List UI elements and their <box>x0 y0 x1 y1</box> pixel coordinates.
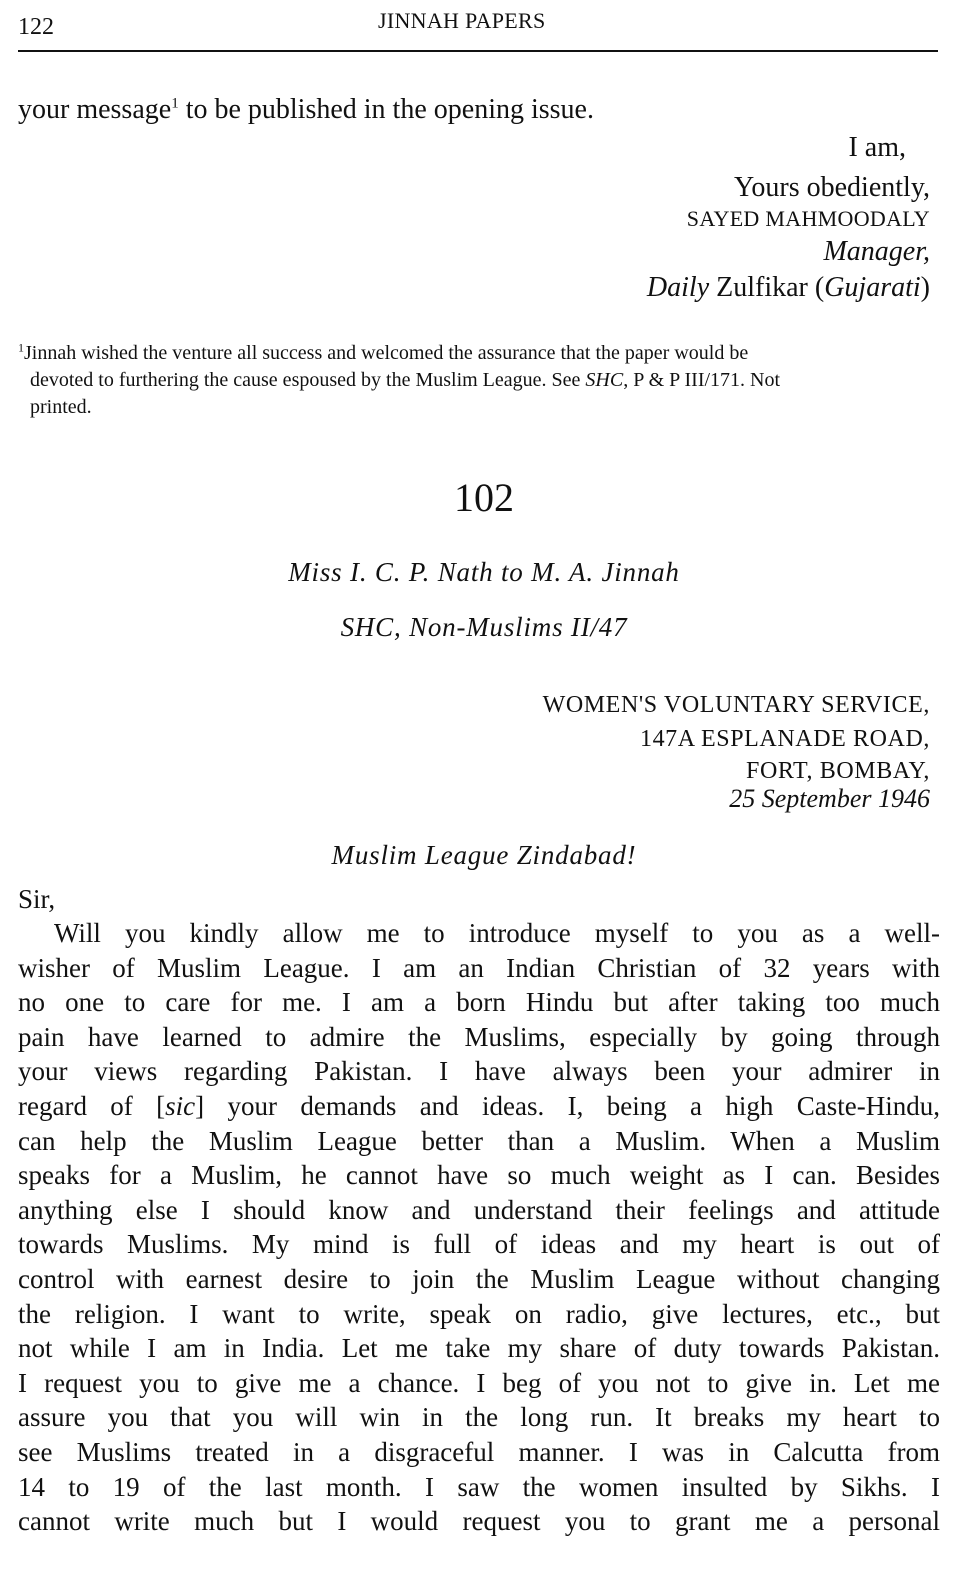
address-line-2: 147A ESPLANADE ROAD, <box>639 726 930 752</box>
body-line: see Muslims treated in a disgraceful manner. I was in Calcutta from <box>18 1436 940 1467</box>
body-line: not while I am in India. Let me take my share of duty towards Pakistan. <box>18 1333 940 1364</box>
footnote-text-1: Jinnah wished the venture all success and welcomed the assurance that the paper would be <box>24 341 749 364</box>
org-language: Gujarati <box>824 272 921 303</box>
opening-text: your message <box>18 94 172 125</box>
body-line: 14 to 19 of the last month. I saw the women insulted by Sikhs. I <box>18 1471 940 1502</box>
address-line-3: FORT, BOMBAY, <box>746 758 930 784</box>
body-line: towards Muslims. My mind is full of ideas and my heart is out of <box>18 1229 940 1260</box>
page-number: 122 <box>18 14 54 40</box>
document-number: 102 <box>454 475 514 520</box>
org-name: Zulfikar ( <box>709 272 825 303</box>
document-source: SHC, Non-Muslims II/47 <box>340 612 628 642</box>
body-line-6a: regard of <box>18 1090 157 1121</box>
footnote-marker: 1 <box>171 95 179 112</box>
footnote-line-2 <box>18 367 942 394</box>
signatory-title: Manager, <box>823 236 930 267</box>
footnote-text-2a: devoted to furthering the cause espoused by the Muslim League. See <box>30 368 586 391</box>
footnote-ref: SHC <box>585 368 624 391</box>
footnote <box>18 334 942 421</box>
closing-line: I am, <box>848 132 906 163</box>
footnote-number: 1 <box>18 340 24 354</box>
body-line: I request you to give me a chance. I beg of you not to give in. Let me <box>18 1367 940 1398</box>
body-line: pain have learned to admire the Muslims, especially by going through <box>18 1021 940 1052</box>
body-line: control with earnest desire to join the Muslim League without changing <box>18 1263 940 1294</box>
footnote-line-1 <box>18 342 748 364</box>
document-title: Miss I. C. P. Nath to M. A. Jinnah <box>288 557 680 587</box>
body-line: cannot write much but I would request you to grant me a personal <box>18 1506 940 1537</box>
body-line-sic: regard of [sic] your demands and ideas. I, being a high Caste-Hindu, <box>18 1090 940 1121</box>
letter-body <box>18 916 940 1539</box>
body-line: the religion. I want to write, speak on radio, give lectures, etc., but <box>18 1298 940 1329</box>
body-line: assure you that you will win in the long run. It breaks my heart to <box>18 1402 940 1433</box>
body-line: no one to care for me. I am a born Hindu but after taking too much <box>18 987 940 1018</box>
header-rule <box>18 50 938 52</box>
org-end: ) <box>920 272 930 303</box>
opening-text-rest: to be published in the opening issue. <box>178 94 594 125</box>
body-line: wisher of Muslim League. I am an Indian Christian of 32 years with <box>18 952 940 983</box>
body-line: Will you kindly allow me to introduce myself to you as a well- <box>54 918 940 948</box>
complimentary-close: Yours obediently, <box>733 172 930 203</box>
footnote-line-3: printed. <box>30 395 92 418</box>
slogan: Muslim League Zindabad! <box>331 840 637 870</box>
body-line: your views regarding Pakistan. I have always been your admirer in <box>18 1056 940 1087</box>
body-line-6b: your demands and ideas. I, being a high Caste-Hindu, <box>204 1090 940 1121</box>
footnote-text-2b: , P & P III/171. Not <box>623 368 781 391</box>
running-title: JINNAH PAPERS <box>378 8 546 33</box>
address-line-1: WOMEN'S VOLUNTARY SERVICE, <box>542 692 930 718</box>
salutation: Sir, <box>18 884 56 914</box>
letter-date: 25 September 1946 <box>729 784 930 813</box>
org-daily: Daily <box>646 272 710 303</box>
sic-mark: sic <box>165 1090 196 1121</box>
body-line: anything else I should know and understand their feelings and attitude <box>18 1194 940 1225</box>
signatory-organization <box>647 272 930 304</box>
signatory: SAYED MAHMOODALY <box>686 206 930 231</box>
body-line: speaks for a Muslim, he cannot have so much weight as I can. Besides <box>18 1160 940 1191</box>
letter-continuation <box>18 94 594 126</box>
body-line: can help the Muslim League better than a Muslim. When a Muslim <box>18 1125 940 1156</box>
